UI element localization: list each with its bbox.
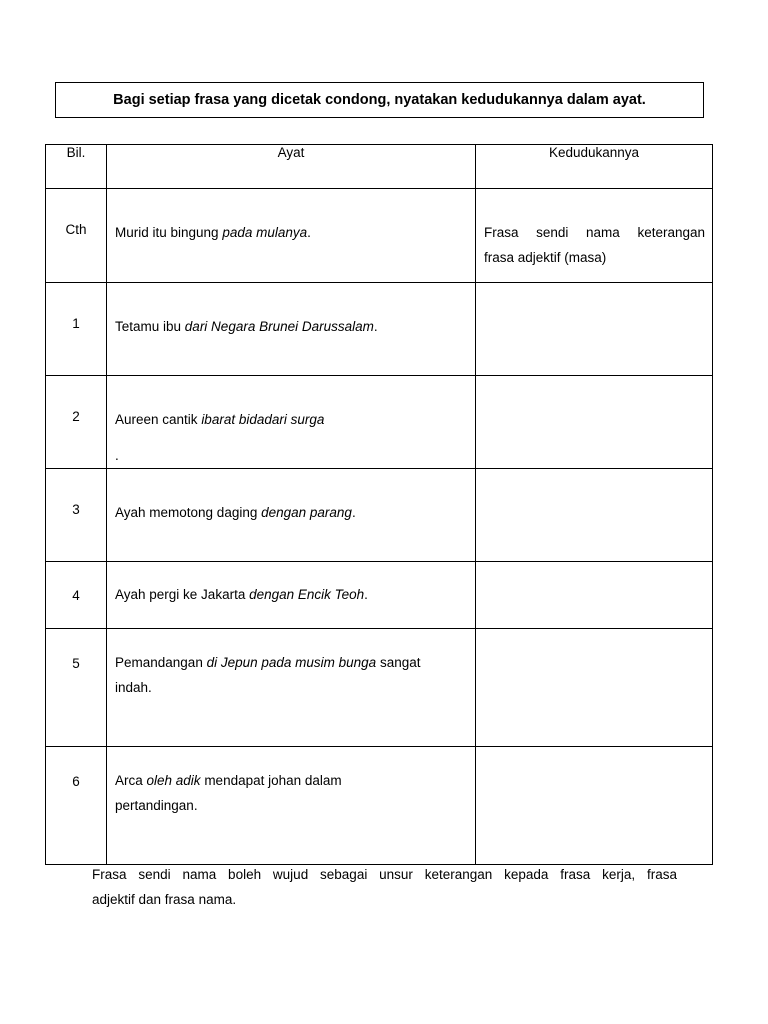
italic-phrase: dari Negara Brunei Darussalam: [184, 319, 374, 334]
sentence-cell: Pemandangan di Jepun pada musim bunga sangat indah.: [107, 629, 476, 747]
answer-cell-empty[interactable]: [476, 629, 713, 747]
exercise-table: [45, 144, 713, 865]
row-number: 5: [46, 629, 107, 747]
italic-phrase: dengan Encik Teoh: [249, 587, 365, 602]
table-row: [46, 283, 713, 376]
sentence-cell: Tetamu ibu dari Negara Brunei Darussalam.: [107, 283, 476, 376]
table-row: [46, 376, 713, 469]
answer-cell-empty[interactable]: [476, 283, 713, 376]
sentence-cell: Ayah pergi ke Jakarta dengan Encik Teoh.: [107, 562, 476, 629]
stray-period: .: [115, 448, 119, 463]
row-number: 6: [46, 747, 107, 865]
table-row: [46, 629, 713, 747]
sentence-cell: Arca oleh adik mendapat johan dalam pertandingan.: [107, 747, 476, 865]
answer-cell-empty[interactable]: [476, 376, 713, 469]
instruction-box: [55, 82, 704, 118]
sentence-text: Murid itu bingung: [115, 225, 223, 240]
answer-cell-empty[interactable]: [476, 469, 713, 562]
sentence-cell: Murid itu bingung pada mulanya.: [107, 189, 476, 283]
table-row: [46, 189, 713, 283]
instruction-text: Bagi setiap frasa yang dicetak condong, nyatakan kedudukannya dalam ayat.: [113, 92, 646, 108]
italic-phrase: dengan parang: [261, 505, 352, 520]
row-number: 1: [46, 283, 107, 376]
answer-cell-empty[interactable]: [476, 562, 713, 629]
header-ayat: Ayat: [107, 145, 476, 189]
sentence-cell: Ayah memotong daging dengan parang.: [107, 469, 476, 562]
answer-line-1: Frasa sendi nama keterangan: [484, 225, 705, 240]
row-number: 4: [46, 562, 107, 629]
header-bil: Bil.: [46, 145, 107, 189]
answer-cell: [476, 189, 713, 283]
table-row: [46, 747, 713, 865]
header-kedudukan: Kedudukannya: [476, 145, 713, 189]
answer-line-2: frasa adjektif (masa): [484, 250, 607, 265]
italic-phrase: oleh adik: [146, 773, 201, 788]
table-row: [46, 562, 713, 629]
answer-cell-empty[interactable]: [476, 747, 713, 865]
italic-phrase: di Jepun pada musim bunga: [206, 655, 377, 670]
footnote-line-1: Frasa sendi nama boleh wujud sebagai unsur keterangan kepada frasa kerja, frasa: [92, 867, 677, 882]
italic-phrase: pada mulanya: [222, 225, 308, 240]
row-number: Cth: [46, 189, 107, 283]
row-number: 2: [46, 376, 107, 469]
footnote-line-2: adjektif dan frasa nama.: [92, 892, 237, 907]
row-number: 3: [46, 469, 107, 562]
sentence-cell: Aureen cantik ibarat bidadari surga .: [107, 376, 476, 469]
table-header-row: [46, 145, 713, 189]
table-row: [46, 469, 713, 562]
italic-phrase: ibarat bidadari surga: [201, 412, 325, 427]
footnote: [92, 862, 677, 912]
